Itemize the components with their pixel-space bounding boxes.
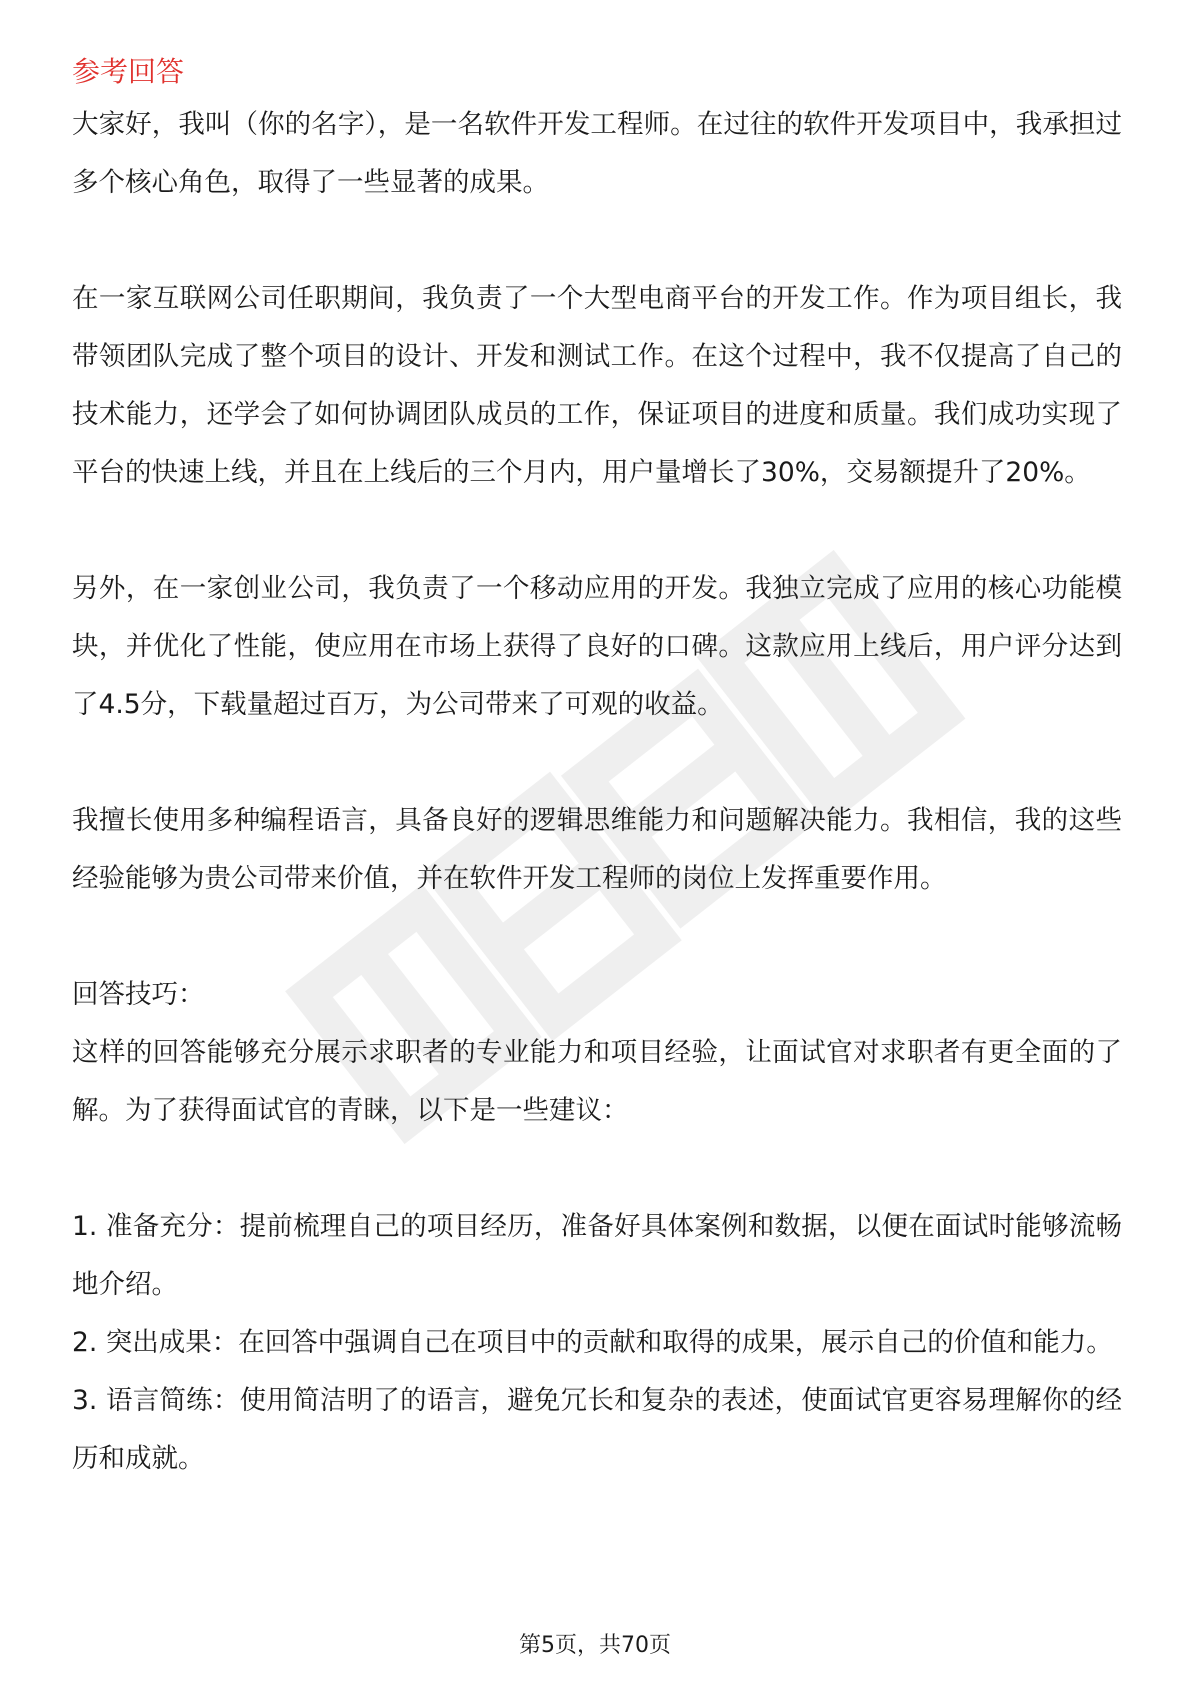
tip-item: 2. 突出成果：在回答中强调自己在项目中的贡献和取得的成果，展示自己的价值和能力。 — [72, 1327, 1113, 1358]
tip-item: 3. 语言简练：使用简洁明了的语言，避免冗长和复杂的表述，使面试官更容易理解你的经历和成就。 — [72, 1385, 1122, 1474]
paragraph-gap — [72, 502, 1122, 560]
tips-title: 回答技巧： — [72, 979, 205, 1010]
paragraph-mobile-app: 另外，在一家创业公司，我负责了一个移动应用的开发。我独立完成了应用的核心功能模块，并优化了性能，使应用在市场上获得了良好的口碑。这款应用上线后，用户评分达到了4.5分，下载量超过百万，为公司带来了可观的收益。 — [72, 573, 1122, 720]
page-number: 第5页，共70页 — [519, 1633, 671, 1658]
paragraph-gap — [72, 734, 1122, 792]
paragraph-intro: 大家好，我叫（你的名字），是一名软件开发工程师。在过往的软件开发项目中，我承担过多个核心角色，取得了一些显著的成果。 — [72, 109, 1122, 198]
section-title: 参考回答 — [72, 55, 185, 88]
paragraph-ecommerce: 在一家互联网公司任职期间，我负责了一个大型电商平台的开发工作。作为项目组长，我带领团队完成了整个项目的设计、开发和测试工作。在这个过程中，我不仅提高了自己的技术能力，还学会了如何协调团队成员的工作，保证项目的进度和质量。我们成功实现了平台的快速上线，并且在上线后的三个月内，用户量增长了30%，交易额提升了20%。 — [72, 283, 1122, 488]
tips-intro: 这样的回答能够充分展示求职者的专业能力和项目经验，让面试官对求职者有更全面的了解。为了获得面试官的青睐，以下是一些建议： — [72, 1037, 1122, 1126]
paragraph-skills: 我擅长使用多种编程语言，具备良好的逻辑思维能力和问题解决能力。我相信，我的这些经验能够为贵公司带来价值，并在软件开发工程师的岗位上发挥重要作用。 — [72, 805, 1122, 894]
paragraph-gap — [72, 1140, 1122, 1198]
tip-item: 1. 准备充分：提前梳理自己的项目经历，准备好具体案例和数据，以便在面试时能够流畅地介绍。 — [72, 1211, 1122, 1300]
paragraph-gap — [72, 212, 1122, 270]
paragraph-gap — [72, 908, 1122, 966]
document-body — [72, 50, 1122, 1488]
